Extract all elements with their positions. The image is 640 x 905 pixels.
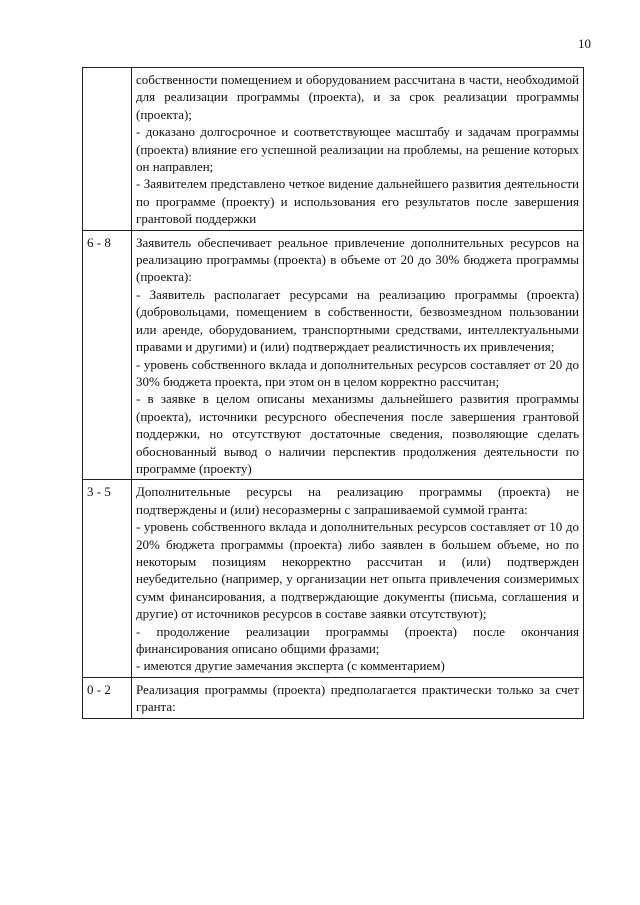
score-cell: 0 - 2 xyxy=(83,677,132,718)
table-row xyxy=(83,68,584,231)
description-cell xyxy=(132,480,584,677)
paragraph: Заявитель обеспечивает реальное привлечение дополнительных ресурсов на реализацию программы (проекта) в объеме от 20 до 30% бюджета программы (проекта): xyxy=(136,234,579,285)
paragraph: Дополнительные ресурсы на реализацию программы (проекта) не подтверждены и (или) несоразмерны с запрашиваемой суммой гранта: xyxy=(136,484,579,517)
paragraph: - уровень собственного вклада и дополнительных ресурсов составляет от 10 до 20% бюджета программы (проекта) либо заявлен в большем объеме, но по некоторым позициям некорректно рассчитан и (или) подтвержден неубедительно (например, у организации нет опыта привлечения соизмеримых сумм финансирования, а подтверждающие документы (письма, соглашения и другие) от источников ресурсов в составе заявки отсутствуют); xyxy=(136,519,579,622)
table-row xyxy=(83,480,584,677)
table-row xyxy=(83,677,584,718)
score-cell: 3 - 5 xyxy=(83,480,132,677)
page-number: 10 xyxy=(578,36,591,51)
description-cell xyxy=(132,230,584,480)
description-cell xyxy=(132,677,584,718)
description-cell xyxy=(132,68,584,231)
score-cell xyxy=(83,68,132,231)
paragraph: - имеются другие замечания эксперта (с комментарием) xyxy=(136,658,445,674)
paragraph: - Заявителем представлено четкое видение дальнейшего развития деятельности по программе (проекту) и использования его результатов после завершения грантовой поддержки xyxy=(136,176,579,227)
paragraph: - в заявке в целом описаны механизмы дальнейшего развития программы (проекта), источники ресурсного обеспечения после завершения грантовой поддержки, но отсутствуют достаточные сведения, позволяющие сделать обоснованный вывод о наличии перспектив продолжения деятельности по программе (проекту) xyxy=(136,391,579,476)
paragraph: - Заявитель располагает ресурсами на реализацию программы (проекта) (добровольцами, помещением в собственности, безвозмездном пользовании или аренде, оборудованием, транспортными средствами, интеллектуальными правами и другими) и (или) подтверждает реалистичность их привлечения; xyxy=(136,286,579,355)
paragraph: - продолжение реализации программы (проекта) после окончания финансирования описано общими фразами; xyxy=(136,623,579,656)
table-row xyxy=(83,230,584,480)
paragraph: - уровень собственного вклада и дополнительных ресурсов составляет от 20 до 30% бюджета проекта, при этом он в целом корректно рассчитан; xyxy=(136,356,579,389)
paragraph: Реализация программы (проекта) предполагается практически только за счет гранта: xyxy=(136,681,579,715)
criteria-table xyxy=(82,67,584,719)
paragraph: собственности помещением и оборудованием рассчитана в части, необходимой для реализации программы (проекта), и за срок реализации программы (проекта); xyxy=(136,72,579,122)
score-cell: 6 - 8 xyxy=(83,230,132,480)
paragraph: - доказано долгосрочное и соответствующее масштабу и задачам программы (проекта) влияние его успешной реализации на проблемы, на решение которых он направлен; xyxy=(136,124,579,175)
